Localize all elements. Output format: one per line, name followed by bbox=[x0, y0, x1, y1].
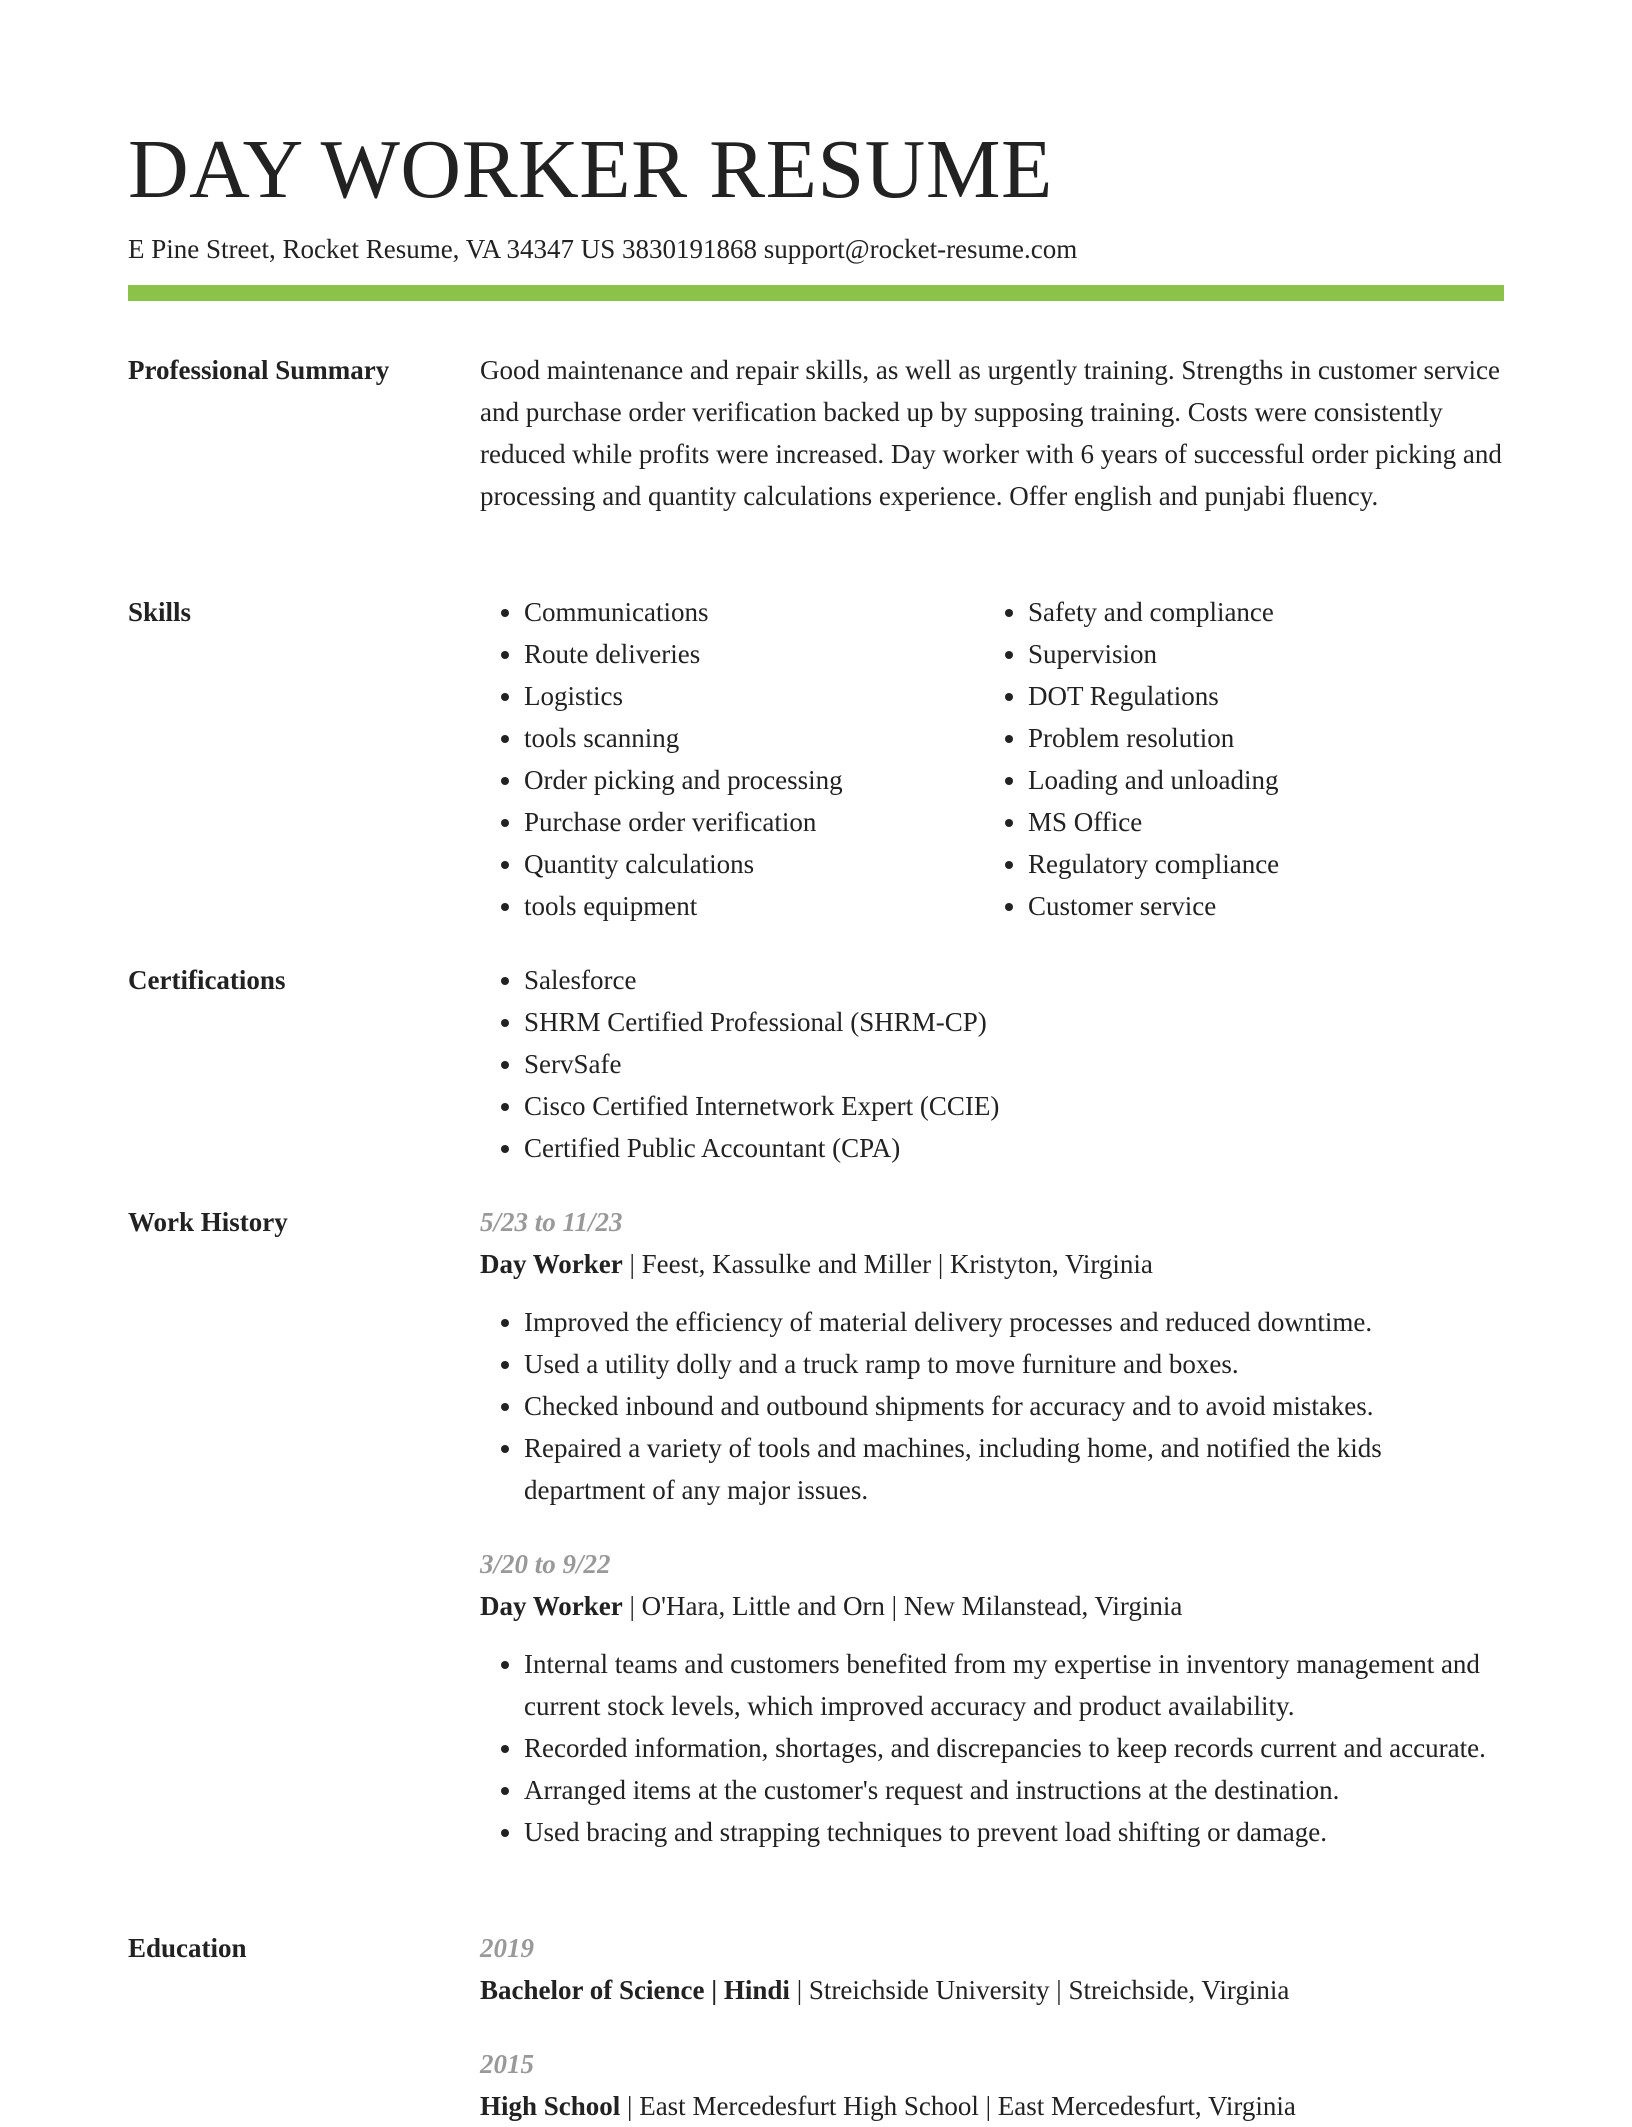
job-entry bbox=[480, 1201, 1504, 1511]
summary-heading: Professional Summary bbox=[128, 355, 390, 385]
skill-item: • Regulatory compliance bbox=[1028, 843, 1488, 885]
skills-list-right bbox=[984, 591, 1488, 927]
skill-item: • tools scanning bbox=[524, 717, 984, 759]
job-bullet: • Used bracing and strapping techniques to prevent load shifting or damage. bbox=[524, 1811, 1504, 1853]
education-year: 2019 bbox=[480, 1933, 534, 1963]
phone: 3830191868 bbox=[622, 234, 757, 264]
education-entry bbox=[480, 2043, 1504, 2127]
job-bullets bbox=[480, 1301, 1504, 1511]
education-degree: Bachelor of Science | Hindi bbox=[480, 1975, 790, 2005]
skill-item: • Quantity calculations bbox=[524, 843, 984, 885]
certification-item: • Cisco Certified Internetwork Expert (CCIE) bbox=[524, 1085, 1504, 1127]
job-details: | O'Hara, Little and Orn | New Milanstead, Virginia bbox=[622, 1591, 1183, 1621]
job-bullet: • Arranged items at the customer's request and instructions at the destination. bbox=[524, 1769, 1504, 1811]
work-history-heading: Work History bbox=[128, 1207, 288, 1237]
job-heading bbox=[480, 1585, 1504, 1627]
job-bullet: • Recorded information, shortages, and discrepancies to keep records current and accurate. bbox=[524, 1727, 1504, 1769]
skill-item: • Safety and compliance bbox=[1028, 591, 1488, 633]
education-details: | East Mercedesfurt High School | East Mercedesfurt, Virginia bbox=[620, 2091, 1296, 2121]
email: support@rocket-resume.com bbox=[763, 234, 1078, 264]
certifications-list bbox=[480, 959, 1504, 1169]
certifications-heading: Certifications bbox=[128, 965, 286, 995]
header-divider bbox=[128, 285, 1504, 301]
skills-heading: Skills bbox=[128, 597, 192, 627]
education-degree: High School bbox=[480, 2091, 621, 2121]
job-entry bbox=[480, 1543, 1504, 1853]
skill-item: • Purchase order verification bbox=[524, 801, 984, 843]
skill-item: • Communications bbox=[524, 591, 984, 633]
skill-item: • Loading and unloading bbox=[1028, 759, 1488, 801]
education-heading-line bbox=[480, 1969, 1504, 2011]
skill-item: • Order picking and processing bbox=[524, 759, 984, 801]
summary-text: Good maintenance and repair skills, as well as urgently training. Strengths in customer service and purchase order verification backed up by supposing training. Costs were consistently reduced while profits were increased. Day worker with 6 years of successful order picking and processing and quantity calculations experience. Offer english and punjabi fluency. bbox=[480, 355, 1502, 511]
job-heading bbox=[480, 1243, 1504, 1285]
job-bullet: • Improved the efficiency of material delivery processes and reduced downtime. bbox=[524, 1301, 1504, 1343]
skill-item: • MS Office bbox=[1028, 801, 1488, 843]
education-details: | Streichside University | Streichside, Virginia bbox=[789, 1975, 1290, 2005]
contact-line bbox=[128, 231, 1077, 267]
job-title: Day Worker bbox=[480, 1249, 623, 1279]
skill-item: • Supervision bbox=[1028, 633, 1488, 675]
job-bullet: • Used a utility dolly and a truck ramp to move furniture and boxes. bbox=[524, 1343, 1504, 1385]
education-year: 2015 bbox=[480, 2049, 534, 2079]
education-heading: Education bbox=[128, 1933, 247, 1963]
education-entry bbox=[480, 1927, 1504, 2011]
skill-item: • tools equipment bbox=[524, 885, 984, 927]
job-dates: 3/20 to 9/22 bbox=[480, 1549, 611, 1579]
job-details: | Feest, Kassulke and Miller | Kristyton, Virginia bbox=[622, 1249, 1153, 1279]
job-bullet: • Repaired a variety of tools and machines, including home, and notified the kids department of any major issues. bbox=[524, 1427, 1504, 1511]
skill-item: • DOT Regulations bbox=[1028, 675, 1488, 717]
skill-item: • Customer service bbox=[1028, 885, 1488, 927]
certification-item: • Salesforce bbox=[524, 959, 1504, 1001]
certification-item: • Certified Public Accountant (CPA) bbox=[524, 1127, 1504, 1169]
certification-item: • ServSafe bbox=[524, 1043, 1504, 1085]
job-bullet: • Internal teams and customers benefited from my expertise in inventory management and current stock levels, which improved accuracy and product availability. bbox=[524, 1643, 1504, 1727]
job-dates: 5/23 to 11/23 bbox=[480, 1207, 623, 1237]
address: E Pine Street, Rocket Resume, VA 34347 US bbox=[128, 234, 616, 264]
skills-list-left bbox=[480, 591, 984, 927]
resume-title: DAY WORKER RESUME bbox=[128, 123, 1053, 216]
skill-item: • Route deliveries bbox=[524, 633, 984, 675]
education-heading-line bbox=[480, 2085, 1504, 2127]
certification-item: • SHRM Certified Professional (SHRM-CP) bbox=[524, 1001, 1504, 1043]
job-title: Day Worker bbox=[480, 1591, 623, 1621]
job-bullets bbox=[480, 1643, 1504, 1853]
skill-item: • Problem resolution bbox=[1028, 717, 1488, 759]
job-bullet: • Checked inbound and outbound shipments for accuracy and to avoid mistakes. bbox=[524, 1385, 1504, 1427]
skill-item: • Logistics bbox=[524, 675, 984, 717]
